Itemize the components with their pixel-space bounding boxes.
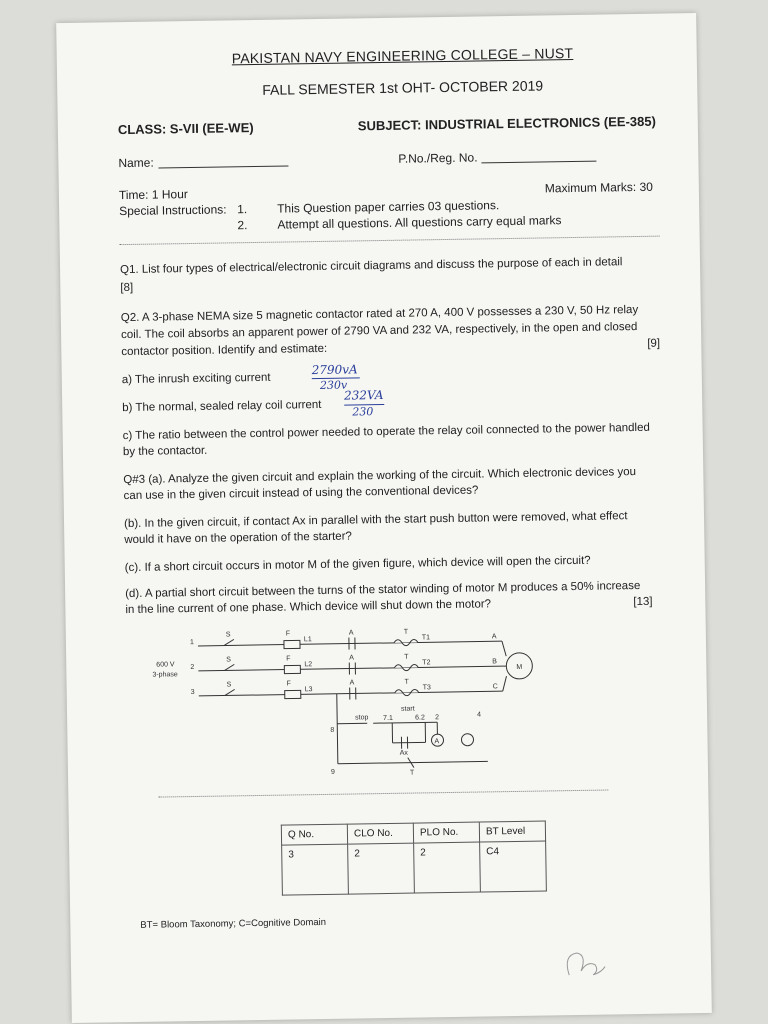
question-3b: (b). In the given circuit, if contact Ax in parallel with the start push button were removed, what effect bbox=[123, 510, 628, 531]
question-2-marks: [9] bbox=[647, 337, 661, 350]
line-label: L3 bbox=[304, 686, 313, 694]
signature-scribble bbox=[561, 944, 622, 985]
name-blank bbox=[158, 165, 288, 168]
time-label: Time: 1 Hour bbox=[118, 187, 188, 203]
question-2c-cont: by the contactor. bbox=[122, 444, 208, 459]
question-1: Q1. List four types of electrical/electronic circuit diagrams and discuss the purpose of each in detail bbox=[119, 256, 623, 277]
class-label: CLASS: S-VII (EE-WE) bbox=[117, 120, 254, 138]
switch-label: S bbox=[225, 631, 231, 639]
table-header: BT Level bbox=[479, 821, 545, 842]
fuse-label: F bbox=[285, 630, 291, 638]
clo-plo-table bbox=[281, 820, 547, 895]
handwritten-note: 230v bbox=[319, 378, 348, 392]
overload-label: T bbox=[404, 653, 409, 661]
reg-blank bbox=[481, 161, 596, 164]
node-label: 8 bbox=[330, 726, 335, 734]
divider bbox=[120, 236, 660, 245]
start-label: start bbox=[400, 705, 415, 713]
instruction-num: 1. bbox=[237, 202, 248, 217]
instruction-text: Attempt all questions. All questions carry equal marks bbox=[277, 213, 562, 232]
question-1-marks: [8] bbox=[120, 281, 134, 295]
question-3d-cont: in the line current of one phase. Which device will shut down the motor? bbox=[125, 598, 492, 617]
line-number: 1 bbox=[189, 639, 194, 647]
switch-label: S bbox=[226, 656, 231, 664]
question-2-line: Q2. A 3-phase NEMA size 5 magnetic contactor rated at 270 A, 400 V possesses a 230 V, 50 Hz relay bbox=[120, 303, 639, 325]
table-cell: 2 bbox=[348, 843, 415, 894]
motor-starter-circuit bbox=[152, 620, 568, 781]
table-cell: 2 bbox=[414, 842, 481, 893]
line-number: 3 bbox=[190, 688, 195, 697]
exam-paper bbox=[56, 13, 712, 1023]
overload-label: T bbox=[404, 678, 409, 686]
question-3a: Q#3 (a). Analyze the given circuit and explain the working of the circuit. Which electronic devices you bbox=[123, 466, 637, 487]
question-3c: (c). If a short circuit occurs in motor M of the given figure, which device will open the circuit? bbox=[124, 554, 591, 575]
terminal-label: T1 bbox=[421, 634, 431, 642]
line-label: L2 bbox=[304, 661, 313, 669]
aux-contact-label: Ax bbox=[399, 749, 408, 757]
reg-label: P.No./Reg. No. bbox=[398, 150, 478, 166]
semester-title: FALL SEMESTER 1st OHT- OCTOBER 2019 bbox=[262, 77, 544, 98]
motor-terminal-label: B bbox=[492, 658, 497, 666]
node-label: 9 bbox=[330, 768, 335, 776]
handwritten-note: 230 bbox=[352, 405, 374, 419]
question-2-line: coil. The coil absorbs an apparent power of 2790 VA and 232 VA, respectively, in the open and closed bbox=[121, 320, 638, 342]
switch-label: S bbox=[226, 681, 232, 689]
supply-phase-label: 3-phase bbox=[152, 671, 178, 679]
question-3d: (d). A partial short circuit between the turns of the stator winding of motor M produces a 50% increase bbox=[125, 579, 641, 601]
coil-label: A bbox=[434, 738, 440, 746]
table-header: Q No. bbox=[281, 824, 347, 845]
table-cell: C4 bbox=[480, 841, 547, 892]
table-cell: 3 bbox=[282, 844, 349, 895]
contact-label: A bbox=[349, 654, 354, 662]
instruction-num: 2. bbox=[237, 218, 248, 233]
node-label: 2 bbox=[435, 714, 440, 722]
question-3-marks: [13] bbox=[633, 595, 653, 609]
line-number: 2 bbox=[190, 663, 195, 672]
question-2b: b) The normal, sealed relay coil current bbox=[122, 398, 322, 415]
instructions-label: Special Instructions: bbox=[119, 202, 227, 219]
node-label: 4 bbox=[477, 711, 482, 719]
node-label: 6.2 bbox=[415, 714, 425, 722]
question-2-line: contactor position. Identify and estimate: bbox=[121, 342, 328, 359]
subject-label: SUBJECT: INDUSTRIAL ELECTRONICS (EE-385) bbox=[357, 113, 656, 134]
question-3b-cont: would it have on the operation of the starter? bbox=[124, 530, 352, 547]
supply-voltage-label: 600 V bbox=[156, 661, 175, 669]
terminal-label: T3 bbox=[422, 684, 431, 692]
terminal-label: T2 bbox=[422, 659, 431, 667]
contact-label: A bbox=[348, 629, 354, 637]
stop-label: stop bbox=[355, 714, 369, 722]
footer-note: BT= Bloom Taxonomy; C=Cognitive Domain bbox=[140, 916, 327, 931]
table-header: PLO No. bbox=[413, 822, 479, 843]
fuse-label: F bbox=[286, 655, 291, 663]
instruction-text: This Question paper carries 03 questions. bbox=[277, 198, 500, 216]
node-label: 7.1 bbox=[383, 714, 393, 723]
handwritten-note: 2790vA bbox=[311, 362, 358, 378]
line-label: L1 bbox=[303, 636, 312, 644]
motor-label: M bbox=[516, 663, 523, 671]
motor-terminal-label: C bbox=[492, 683, 498, 691]
contact-label: A bbox=[349, 679, 355, 687]
fuse-label: F bbox=[286, 680, 291, 688]
divider bbox=[158, 790, 608, 798]
question-3a-cont: can use in the given circuit instead of using the conventional devices? bbox=[123, 484, 479, 503]
table-row bbox=[282, 841, 547, 895]
table-header: CLO No. bbox=[347, 823, 413, 844]
overload-contact-label: T bbox=[409, 769, 415, 777]
name-label: Name: bbox=[118, 155, 154, 171]
question-2a: a) The inrush exciting current bbox=[121, 371, 271, 387]
question-2c: c) The ratio between the control power needed to operate the relay coil connected to the power handled bbox=[122, 421, 650, 443]
overload-label: T bbox=[403, 628, 409, 636]
institution-title: PAKISTAN NAVY ENGINEERING COLLEGE – NUST bbox=[231, 44, 574, 67]
handwritten-note: 232VA bbox=[343, 387, 384, 403]
max-marks: Maximum Marks: 30 bbox=[544, 179, 653, 196]
motor-terminal-label: A bbox=[491, 633, 497, 641]
